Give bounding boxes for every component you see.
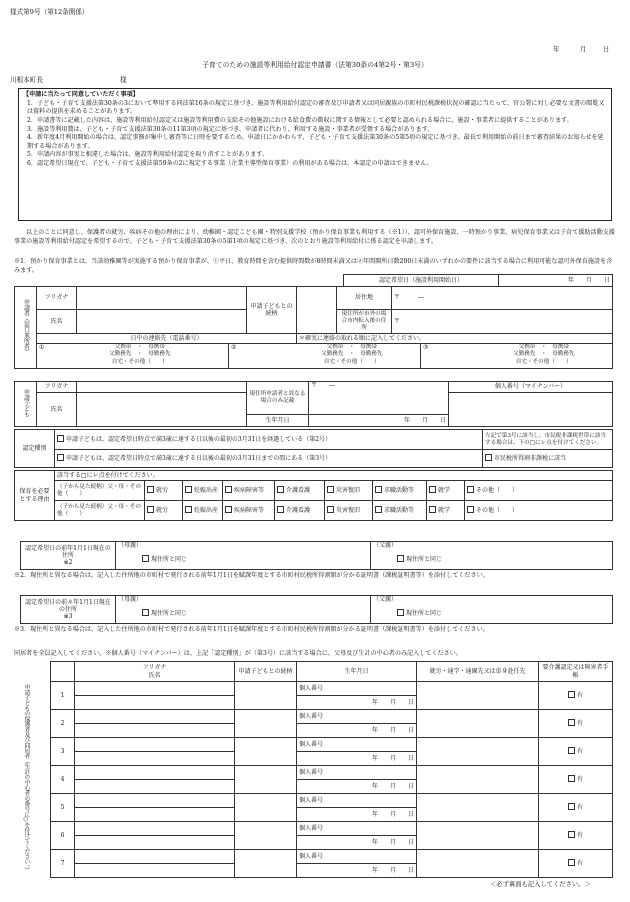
household-row: [51, 850, 613, 864]
date-day-label: 日: [603, 46, 610, 53]
date-month-label: 月: [580, 46, 587, 53]
checkbox[interactable]: [277, 506, 284, 513]
household-care-field[interactable]: [539, 850, 613, 878]
household-relation-field[interactable]: [235, 794, 297, 822]
mynumber-label: 個人番号: [299, 824, 324, 832]
reason-pregnancy[interactable]: [183, 481, 223, 501]
note-1: ※1．預かり保育事業とは、当該幼稚園等が実施する預かり保育事業が、①平日、教育時間を含む提供時間数が8時間未満又は②年間開所日数200日未満のいずれかの要件に該当する場合に利用可能な認可外保育施設を含みます。: [14, 258, 613, 274]
prev-year-mother-field[interactable]: [116, 542, 371, 570]
reason-work[interactable]: [145, 481, 183, 501]
checkbox[interactable]: [185, 486, 192, 493]
date-year-label: 年: [553, 46, 560, 53]
postal-mark: 〒 ―: [311, 382, 336, 389]
month-label: 月: [389, 810, 396, 818]
has-label: 有: [576, 720, 583, 728]
mynumber-label: 個人番号: [299, 796, 324, 804]
household-work-field[interactable]: [417, 766, 539, 794]
household-care-field[interactable]: [539, 822, 613, 850]
month-label: 月: [389, 754, 396, 762]
household-relation-field[interactable]: [235, 682, 297, 710]
outside-address-label: 現住所が市外の場合市内転入後の住所: [337, 310, 392, 334]
year-label: 年: [371, 698, 378, 706]
father-label: （父親）: [373, 596, 398, 603]
child-name-field[interactable]: [77, 393, 247, 427]
household-birth-field[interactable]: [297, 780, 417, 794]
addressee-suffix: 様: [120, 76, 127, 84]
page-title: 子育てのための施設等利用給付認定申請書（法第30条の4第2号・第3号）: [202, 61, 428, 69]
checkbox[interactable]: [568, 775, 575, 782]
household-relation-field[interactable]: [235, 850, 297, 878]
checkbox[interactable]: [327, 486, 334, 493]
start-date-label: 認定希望日（施設利用開始日）: [344, 275, 499, 287]
reason-illness[interactable]: [223, 501, 275, 521]
checkbox[interactable]: [568, 691, 575, 698]
contact-row: [37, 344, 613, 369]
checkbox[interactable]: [57, 454, 64, 461]
prev2-year-label-text: 認定希望日の前々年1月1日現在の住所: [25, 598, 111, 613]
reason-care[interactable]: [275, 481, 325, 501]
furigana-label: フリガナ: [37, 382, 77, 393]
household-furigana-field[interactable]: [75, 794, 235, 808]
household-work-field[interactable]: [417, 794, 539, 822]
checkbox[interactable]: [375, 506, 382, 513]
reason-text: その他（ ）: [476, 507, 519, 515]
household-mynumber-field[interactable]: [297, 822, 417, 836]
mynumber-label: 個人番号: [299, 852, 324, 860]
household-side-label: 申請子どもの保護者及び同居者（生計の中心者の番号に○を付けてください。）: [22, 683, 29, 873]
applicant-table: [14, 286, 613, 369]
household-relation-field[interactable]: [235, 738, 297, 766]
month-label: 月: [389, 838, 396, 846]
checkbox[interactable]: [397, 555, 404, 562]
reason-jobseek[interactable]: [373, 501, 427, 521]
applicant-relation-field[interactable]: [297, 287, 337, 334]
household-row: [51, 710, 613, 724]
same-label: 現住所と同じ: [151, 610, 188, 618]
household-name-field[interactable]: [75, 808, 235, 822]
household-table: [50, 661, 613, 878]
contact-3[interactable]: [421, 344, 612, 368]
checkbox[interactable]: [147, 486, 154, 493]
checkbox[interactable]: [142, 555, 149, 562]
household-header-care: 要介護認定又は障害者手帳: [539, 662, 613, 682]
day-label: 日: [407, 866, 414, 874]
exempt-note: 左記で第3号に該当し、市民税非課税世帯に該当する場合は、下の□にレ点を付けてください。: [483, 430, 613, 450]
household-mynumber-field[interactable]: [297, 682, 417, 696]
child-table: [14, 381, 613, 427]
category-option-text: 申請子どもは、認定希望日時点で満3歳に達する日以後の最初の3月31日を経過している（第2号）: [66, 436, 332, 444]
checkbox[interactable]: [185, 506, 192, 513]
category-label: 認定種別: [15, 430, 55, 468]
household-row: [51, 682, 613, 696]
prev2-year-label: [21, 596, 116, 624]
household-name-field[interactable]: [75, 724, 235, 738]
has-label: 有: [576, 860, 583, 868]
consent-heading: 【申請に当たって同意していただく事項】: [23, 91, 139, 98]
furigana-label: フリガナ: [37, 287, 77, 310]
reason-study[interactable]: [427, 501, 465, 521]
household-mynumber-field[interactable]: [297, 850, 417, 864]
parent-relation-field[interactable]: （子から見た続柄）父・母・その他（ ）: [55, 481, 145, 501]
birth-label: 生年月日: [247, 415, 309, 427]
consent-item: 5．申請内容が事実と相違した場合は、施設等利用給付認定を取り消すことがあります。: [27, 151, 269, 159]
day-label: 日: [407, 754, 414, 762]
household-row-number: 3: [51, 738, 75, 766]
reason-care[interactable]: [275, 501, 325, 521]
household-header-birth: 生年月日: [297, 662, 417, 682]
mynumber-label: 個人番号: [299, 712, 324, 720]
household-row-number: 5: [51, 794, 75, 822]
month-label: 月: [421, 416, 428, 424]
checkbox[interactable]: [568, 831, 575, 838]
household-care-field[interactable]: [539, 766, 613, 794]
exempt-option[interactable]: [483, 450, 613, 468]
contact-options: 父携帯 ・ 母携帯 父勤務先 ・ 母勤務先 自宅・その他（ ）: [513, 344, 575, 365]
household-header-work: 就労・通学・通園先又は単身赴任先: [417, 662, 539, 682]
year-label: 年: [371, 838, 378, 846]
checkbox[interactable]: [327, 506, 334, 513]
household-row: [51, 766, 613, 780]
reason-text: 就学: [438, 507, 451, 515]
name-label: 氏名: [37, 393, 77, 427]
household-row-number: 2: [51, 710, 75, 738]
reason-disaster[interactable]: [325, 481, 373, 501]
household-birth-field[interactable]: [297, 836, 417, 850]
month-label: 月: [585, 276, 592, 284]
household-row: [51, 738, 613, 752]
household-name-field[interactable]: [75, 696, 235, 710]
contact-options: 父携帯 ・ 母携帯 父勤務先 ・ 母勤務先 自宅・その他（ ）: [109, 344, 171, 365]
reason-text: 妊娠出産: [194, 487, 219, 495]
household-body: [51, 682, 613, 878]
household-mynumber-field[interactable]: [297, 794, 417, 808]
prev2-year-father-field[interactable]: [371, 596, 613, 624]
reason-illness[interactable]: [223, 481, 275, 501]
household-work-field[interactable]: [417, 682, 539, 710]
checkbox[interactable]: [225, 506, 232, 513]
reason-text: 求職活動等: [384, 507, 415, 515]
reason-text: 災害復旧: [336, 507, 361, 515]
child-birth-field[interactable]: [309, 415, 449, 427]
household-relation-field[interactable]: [235, 710, 297, 738]
household-birth-field[interactable]: [297, 724, 417, 738]
postal-mark: 〒 ―: [394, 294, 425, 302]
has-label: 有: [576, 776, 583, 784]
month-label: 月: [389, 782, 396, 790]
mynumber-label: 個人番号: [299, 684, 324, 692]
checkbox[interactable]: [568, 719, 575, 726]
day-label: 日: [407, 810, 414, 818]
mynumber-label: 個人番号: [299, 768, 324, 776]
consent-item: 1．子ども・子育て支援法第30条の3において準用する同法第16条の規定に基づき、施設等利用給付認定の審査及び申請者又は同居親族の市町村民税課税状況の確認に当たって、官公署に対し必要な文書の閲覧又は資料の提供を求めることがあります。: [27, 99, 605, 116]
year-label: 年: [371, 866, 378, 874]
note-3: ※3．現住所と異なる場合は、記入した住所地の市町村で発行される前年1月1日を賦課年度とする市町村民税所得割額が分かる証明書（課税証明書等）を添付してください。: [14, 626, 489, 633]
reason-text: 就労: [156, 507, 169, 515]
checkbox[interactable]: [57, 435, 64, 442]
household-work-field[interactable]: [417, 710, 539, 738]
reason-text: 妊娠出産: [194, 507, 219, 515]
category-table: [14, 429, 613, 468]
reason-text: 求職活動等: [384, 487, 415, 495]
day-label: 日: [407, 726, 414, 734]
household-birth-field[interactable]: [297, 808, 417, 822]
prev-year-label: [21, 542, 116, 570]
household-row: [51, 794, 613, 808]
checkbox[interactable]: [485, 454, 492, 461]
applicant-name-field[interactable]: [77, 310, 247, 334]
household-header-name: フリガナ 氏名: [75, 662, 235, 682]
has-label: 有: [576, 804, 583, 812]
contact-1[interactable]: [37, 344, 229, 368]
mynumber-label: 個人番号（マイナンバー）: [449, 382, 613, 393]
household-birth-field[interactable]: [297, 864, 417, 878]
checkbox[interactable]: [429, 486, 436, 493]
prev2-year-mother-field[interactable]: [116, 596, 371, 624]
category-option-2[interactable]: [55, 430, 483, 450]
consent-notice-box: [18, 88, 612, 221]
prev-year-table: [20, 541, 613, 570]
checkbox[interactable]: [277, 486, 284, 493]
exempt-label: 市民税所得割非課税に該当: [494, 455, 567, 463]
prev-year-label-text: 認定希望日の前年1月1日現在の住所: [25, 544, 111, 559]
reason-work[interactable]: [145, 501, 183, 521]
reason-text: 介護看護: [286, 487, 311, 495]
household-birth-field[interactable]: [297, 752, 417, 766]
relation-label: 申請子どもとの続柄: [247, 287, 297, 334]
day-label: 日: [407, 698, 414, 706]
checkbox[interactable]: [568, 803, 575, 810]
household-row-number: 7: [51, 850, 75, 878]
year-label: 年: [371, 782, 378, 790]
reason-text: 就学: [438, 487, 451, 495]
month-label: 月: [389, 698, 396, 706]
day-label: 日: [440, 416, 447, 424]
checkbox[interactable]: [467, 506, 474, 513]
parent-relation-field[interactable]: （子から見た続柄）父・母・その他（ ）: [55, 501, 145, 521]
name-label: 氏名: [37, 310, 77, 334]
reason-jobseek[interactable]: [373, 481, 427, 501]
footer-note: ＜必ず裏面も記入してください。＞: [490, 881, 591, 888]
has-label: 有: [576, 832, 583, 840]
household-care-field[interactable]: [539, 682, 613, 710]
household-name-field[interactable]: [75, 864, 235, 878]
reason-text: その他（ ）: [476, 487, 519, 495]
reason-other[interactable]: [465, 481, 613, 501]
category-option-text: 申請子どもは、認定希望日時点で満3歳に達する日以後の最初の3月31日までの間にある（第3号）: [66, 455, 332, 463]
year-label: 年: [403, 416, 410, 424]
year-label: 年: [371, 810, 378, 818]
household-relation-field[interactable]: [235, 822, 297, 850]
mynumber-label: 個人番号: [299, 740, 324, 748]
checkbox[interactable]: [147, 506, 154, 513]
household-work-field[interactable]: [417, 738, 539, 766]
year-label: 年: [371, 754, 378, 762]
household-row: [51, 822, 613, 836]
household-furigana-field[interactable]: [75, 710, 235, 724]
checkbox[interactable]: [142, 609, 149, 616]
child-furigana-field[interactable]: [77, 382, 247, 393]
household-side-label-wrap: [14, 680, 36, 876]
household-furigana-field[interactable]: [75, 850, 235, 864]
day-label: 日: [407, 782, 414, 790]
household-header-num: [51, 662, 75, 682]
day-label: 日: [603, 276, 610, 284]
reason-text: 介護看護: [286, 507, 311, 515]
consent-item: 4．新年度4月利用開始の場合は、認定事務が集中し審査等に日時を要するため、申請日にかかわらず、子ども・子育て支援法第30条の5第5項の規定に基づき、最長で利用開始の前日まで審査結果のお知らせを延期する場合があります。: [27, 134, 604, 150]
applicant-outside-address-field[interactable]: [392, 310, 613, 334]
prev2-year-table: [20, 595, 613, 624]
consent-item: 6．認定希望日現在で、子ども・子育て支援法第59条の2に規定する事業（企業主導型保育事業）の利用がある場合は、本認定の申請はできません。: [27, 160, 433, 168]
household-furigana-field[interactable]: [75, 738, 235, 752]
reasons-table: [14, 470, 613, 521]
note-mark: ※2: [63, 559, 73, 567]
household-relation-field[interactable]: [235, 766, 297, 794]
reasons-instruction: 該当する□にレ点を付けてください。: [55, 471, 613, 481]
same-label: 現住所と同じ: [406, 556, 443, 564]
category-option-3[interactable]: [55, 450, 483, 468]
reason-other[interactable]: [465, 501, 613, 521]
checkbox[interactable]: [568, 859, 575, 866]
father-label: （父親）: [373, 542, 398, 549]
intro-paragraph: 以上のことに同意し、保護者の就労、疾病その他の理由により、幼稚園・認定こども園・特別支援学校（預かり保育事業も利用する（※1））、認可外保育施設、一時預かり事業、病児保育事業又は子育て援助活動支援事業の施設等利用給付認定を希望するので、子ども・子育て支援法第30条の5第1項の規定に基づき、次のとおり施設等利用給付に係る認定を申請します。: [14, 229, 615, 245]
reason-text: 疾病障害等: [234, 487, 265, 495]
has-label: 有: [576, 692, 583, 700]
month-label: 月: [389, 726, 396, 734]
household-work-field[interactable]: [417, 850, 539, 878]
address-label: 居住地: [337, 287, 392, 310]
contact-num: ③: [423, 344, 429, 351]
child-address-label: 現住所申請者と異なる場合のみ記載: [247, 382, 309, 415]
household-name-field[interactable]: [75, 780, 235, 794]
daytime-contact-label: 日中の連絡先（電話番号）: [37, 334, 297, 344]
prev-year-father-field[interactable]: [371, 542, 613, 570]
household-row-number: 1: [51, 682, 75, 710]
year-label: 年: [567, 276, 574, 284]
contact-num: ①: [39, 344, 45, 351]
postal-mark: 〒: [394, 317, 401, 325]
contact-2[interactable]: [229, 344, 421, 368]
household-furigana-field[interactable]: [75, 822, 235, 836]
household-row-number: 6: [51, 822, 75, 850]
consent-item: 3．施設等利用費は、子ども・子育て支援法第30条の11第3項の規定に基づき、申請者に代わり、利用する施設・事業者が受領する場合があります。: [27, 125, 434, 133]
day-label: 日: [407, 838, 414, 846]
household-care-field[interactable]: [539, 794, 613, 822]
household-work-field[interactable]: [417, 822, 539, 850]
checkbox[interactable]: [568, 747, 575, 754]
start-date-field[interactable]: [499, 275, 613, 287]
addressee: 川根本町長: [10, 76, 43, 84]
reasons-label: 保育を必要とする理由: [15, 471, 55, 521]
child-address-field[interactable]: [309, 382, 449, 415]
reason-text: 疾病障害等: [234, 507, 265, 515]
reason-text: 就労: [156, 487, 169, 495]
checkbox[interactable]: [225, 486, 232, 493]
checkbox[interactable]: [397, 609, 404, 616]
contact-options: 父携帯 ・ 母携帯 父勤務先 ・ 母勤務先 自宅・その他（ ）: [321, 344, 383, 365]
note-2: ※2．現住所と異なる場合は、記入した住所地の市町村で発行される前年1月1日を賦課年度とする市町村民税所得割額が分かる証明書（課税証明書等）を添付してください。: [14, 572, 489, 579]
has-label: 有: [576, 748, 583, 756]
household-mynumber-field[interactable]: [297, 766, 417, 780]
household-header-relation: 申請子どもとの続柄: [235, 662, 297, 682]
household-row-number: 4: [51, 766, 75, 794]
reason-pregnancy[interactable]: [183, 501, 223, 521]
month-label: 月: [389, 866, 396, 874]
year-label: 年: [371, 726, 378, 734]
reason-study[interactable]: [427, 481, 465, 501]
household-care-field[interactable]: [539, 710, 613, 738]
household-intro: 同居者を全員記入してください。※個人番号（マイナンバー）は、上記「認定種別」が（第3号）に該当する場合に、父母及び生計の中心者のみ記入してください。: [14, 650, 462, 657]
household-furigana-field[interactable]: [75, 682, 235, 696]
form-number: 様式第9号（第12条関係）: [10, 8, 89, 16]
same-label: 現住所と同じ: [406, 610, 443, 618]
household-name-field[interactable]: [75, 752, 235, 766]
consent-item: 2．申請書等に記載した内容は、施設等利用給付認定又は施設等利用費の支給その他施設における給食費の徴収に関する情報として必要と認められる場合に、施設・事業者に提供することがあります。: [27, 116, 573, 124]
reason-text: 災害復旧: [336, 487, 361, 495]
applicant-address-field[interactable]: [392, 287, 613, 310]
applicant-furigana-field[interactable]: [77, 287, 247, 310]
checkbox[interactable]: [467, 486, 474, 493]
household-mynumber-field[interactable]: [297, 738, 417, 752]
mother-label: （母親）: [118, 542, 143, 549]
checkbox[interactable]: [429, 506, 436, 513]
contact-num: ②: [231, 344, 237, 351]
same-label: 現住所と同じ: [151, 556, 188, 564]
daytime-contact-note: ＊確実に連絡の取れる順に記入してください。: [297, 334, 613, 344]
checkbox[interactable]: [375, 486, 382, 493]
household-birth-field[interactable]: [297, 696, 417, 710]
applicant-section-label: 申請者（窓口来所者）: [22, 298, 30, 354]
household-mynumber-field[interactable]: [297, 710, 417, 724]
household-care-field[interactable]: [539, 738, 613, 766]
reason-disaster[interactable]: [325, 501, 373, 521]
child-section-label: 申請子ども: [22, 389, 30, 417]
note-mark: ※3: [63, 613, 73, 621]
mother-label: （母親）: [118, 596, 143, 603]
household-furigana-field[interactable]: [75, 766, 235, 780]
household-name-field[interactable]: [75, 836, 235, 850]
child-mynumber-field[interactable]: [449, 393, 613, 427]
